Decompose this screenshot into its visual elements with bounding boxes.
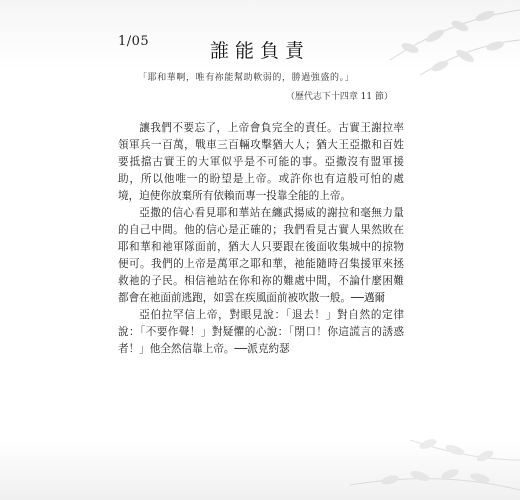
paragraph: 讓我們不要忘了，上帝會負完全的責任。古實王謝拉率領軍兵一百萬，戰車三百輛攻擊猶大人；猶大王亞撒和百姓要抵擋古實王的大軍似乎是不可能的事。亞撒沒有盟軍援助，所以他唯一的盼望是上帝。或許你也有這般可怕的處境，迫使你放棄所有依賴而專一投靠全能的上帝。	[118, 122, 404, 202]
verse-reference: （歷代志下十四章 11 節）	[285, 92, 393, 102]
paragraph: 亞伯拉罕信上帝，對眼見說：「退去！」對自然的定律說：「不要作聲！」對疑懼的心說：「閉口！你這謊言的誘惑者！」他全然信靠上帝。──派克約瑟	[118, 309, 404, 355]
page-title: 誰能負責	[209, 40, 310, 62]
entry-date: 1/05	[118, 34, 150, 49]
leaf-decoration-bottom	[240, 430, 520, 500]
verse-text: 「耶和華啊，唯有祢能幫助軟弱的，勝過強盛的。」	[138, 73, 355, 83]
devotional-body	[118, 120, 404, 358]
paragraph: 亞撒的信心看見耶和華站在纏武揚威的謝拉和毫無力量的自己中間。他的信心是正確的；我們看見古實人果然敗在耶和華和祂軍隊面前，猶大人只要跟在後面收集城中的掠物便可。我們的上帝是萬軍之耶和華，祂能隨時召集援軍來拯救祂的子民。相信祂站在你和祢的難處中間，不論什麼困難都會在祂面前逃跑，如雲在疾風面前被吹散一般。──邁爾	[118, 207, 404, 304]
